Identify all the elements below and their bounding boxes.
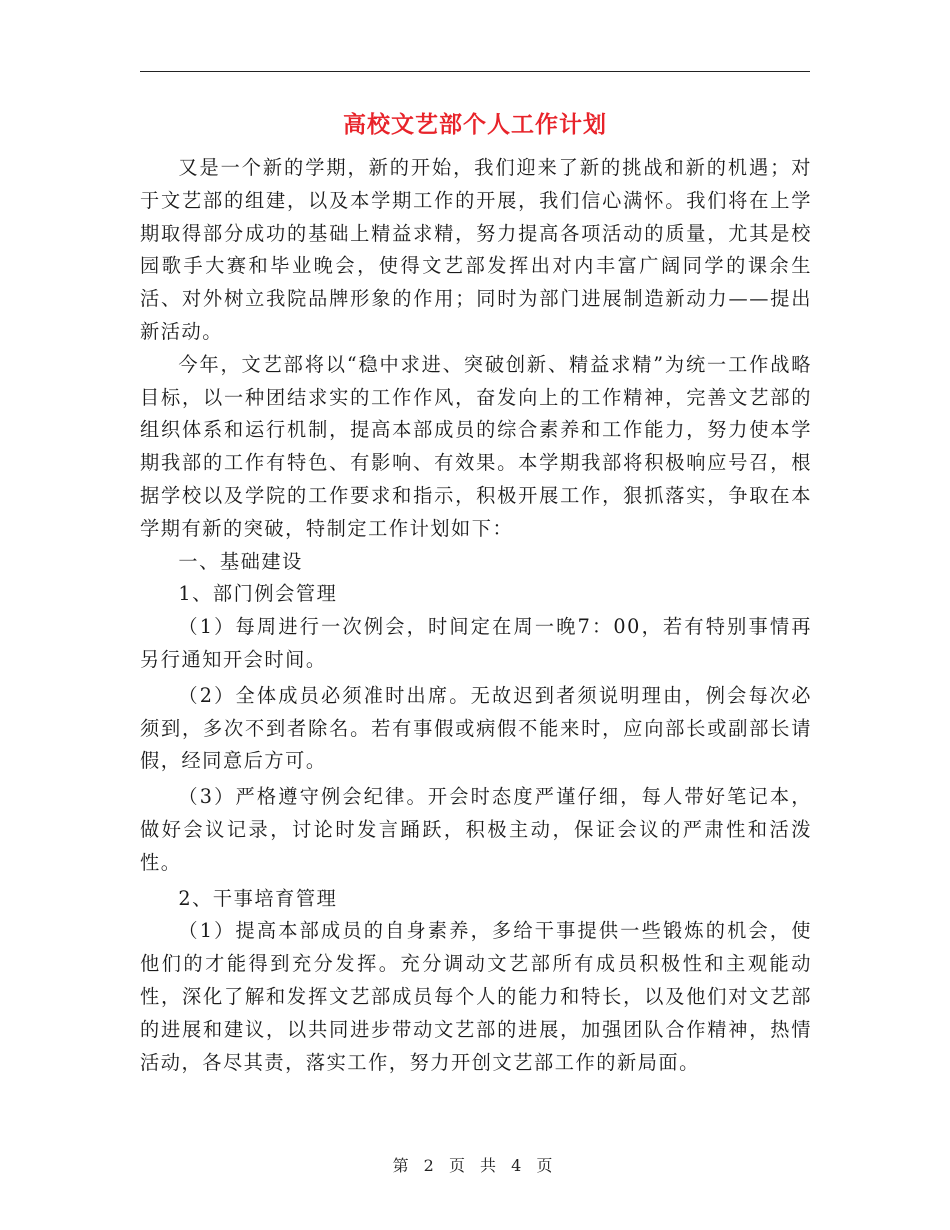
document-body bbox=[140, 152, 812, 1079]
list-item-staff-development: （1）提高本部成员的自身素养，多给干事提供一些锻炼的机会，使他们的才能得到充分发挥。充分调动文艺部所有成员积极性和主观能动性，深化了解和发挥文艺部成员每个人的能力和特长，以及他们对文艺部的进展和建议，以共同进步带动文艺部的进展，加强团队合作精神，热情活动，各尽其责，落实工作，努力开创文艺部工作的新局面。 bbox=[140, 919, 812, 1074]
paragraph-intro: 又是一个新的学期，新的开始，我们迎来了新的挑战和新的机遇；对于文艺部的组建，以及本学期工作的开展，我们信心满怀。我们将在上学期取得部分成功的基础上精益求精，努力提高各项活动的质量，尤其是校园歌手大赛和毕业晚会，使得文艺部发挥出对内丰富广阔同学的课余生活、对外树立我院品牌形象的作用；同时为部门进展制造新动力——提出新活动。 bbox=[140, 156, 812, 343]
subsection-heading-staff-training: 2、干事培育管理 bbox=[178, 886, 338, 910]
list-item-meeting-attendance: （2）全体成员必须准时出席。无故迟到者须说明理由，例会每次必须到，多次不到者除名。若有事假或病假不能来时，应向部长或副部长请假，经同意后方可。 bbox=[140, 683, 812, 773]
paragraph-goals: 今年，文艺部将以“稳中求进、突破创新、精益求精”为统一工作战略目标，以一种团结求实的工作作风，奋发向上的工作精神，完善文艺部的组织体系和运行机制，提高本部成员的综合素养和工作能力，努力使本学期我部的工作有特色、有影响、有效果。本学期我部将积极响应号召，根据学校以及学院的工作要求和指示，积极开展工作，狠抓落实，争取在本学期有新的突破，特制定工作计划如下： bbox=[140, 352, 812, 540]
subsection-heading-meeting-management: 1、部门例会管理 bbox=[178, 582, 338, 606]
section-heading-basic-construction: 一、基础建设 bbox=[178, 549, 303, 573]
document-title: 高校文艺部个人工作计划 bbox=[343, 111, 607, 138]
list-item-meeting-schedule: （1）每周进行一次例会，时间定在周一晚7：00，若有特别事情再另行通知开会时间。 bbox=[140, 615, 812, 671]
page-number-footer: 第 2 页 共 4 页 bbox=[392, 1156, 558, 1175]
list-item-meeting-discipline: （3）严格遵守例会纪律。开会时态度严谨仔细，每人带好笔记本，做好会议记录，讨论时发言踊跃，积极主动，保证会议的严肃性和活泼性。 bbox=[140, 785, 812, 874]
header-rule bbox=[140, 71, 810, 72]
